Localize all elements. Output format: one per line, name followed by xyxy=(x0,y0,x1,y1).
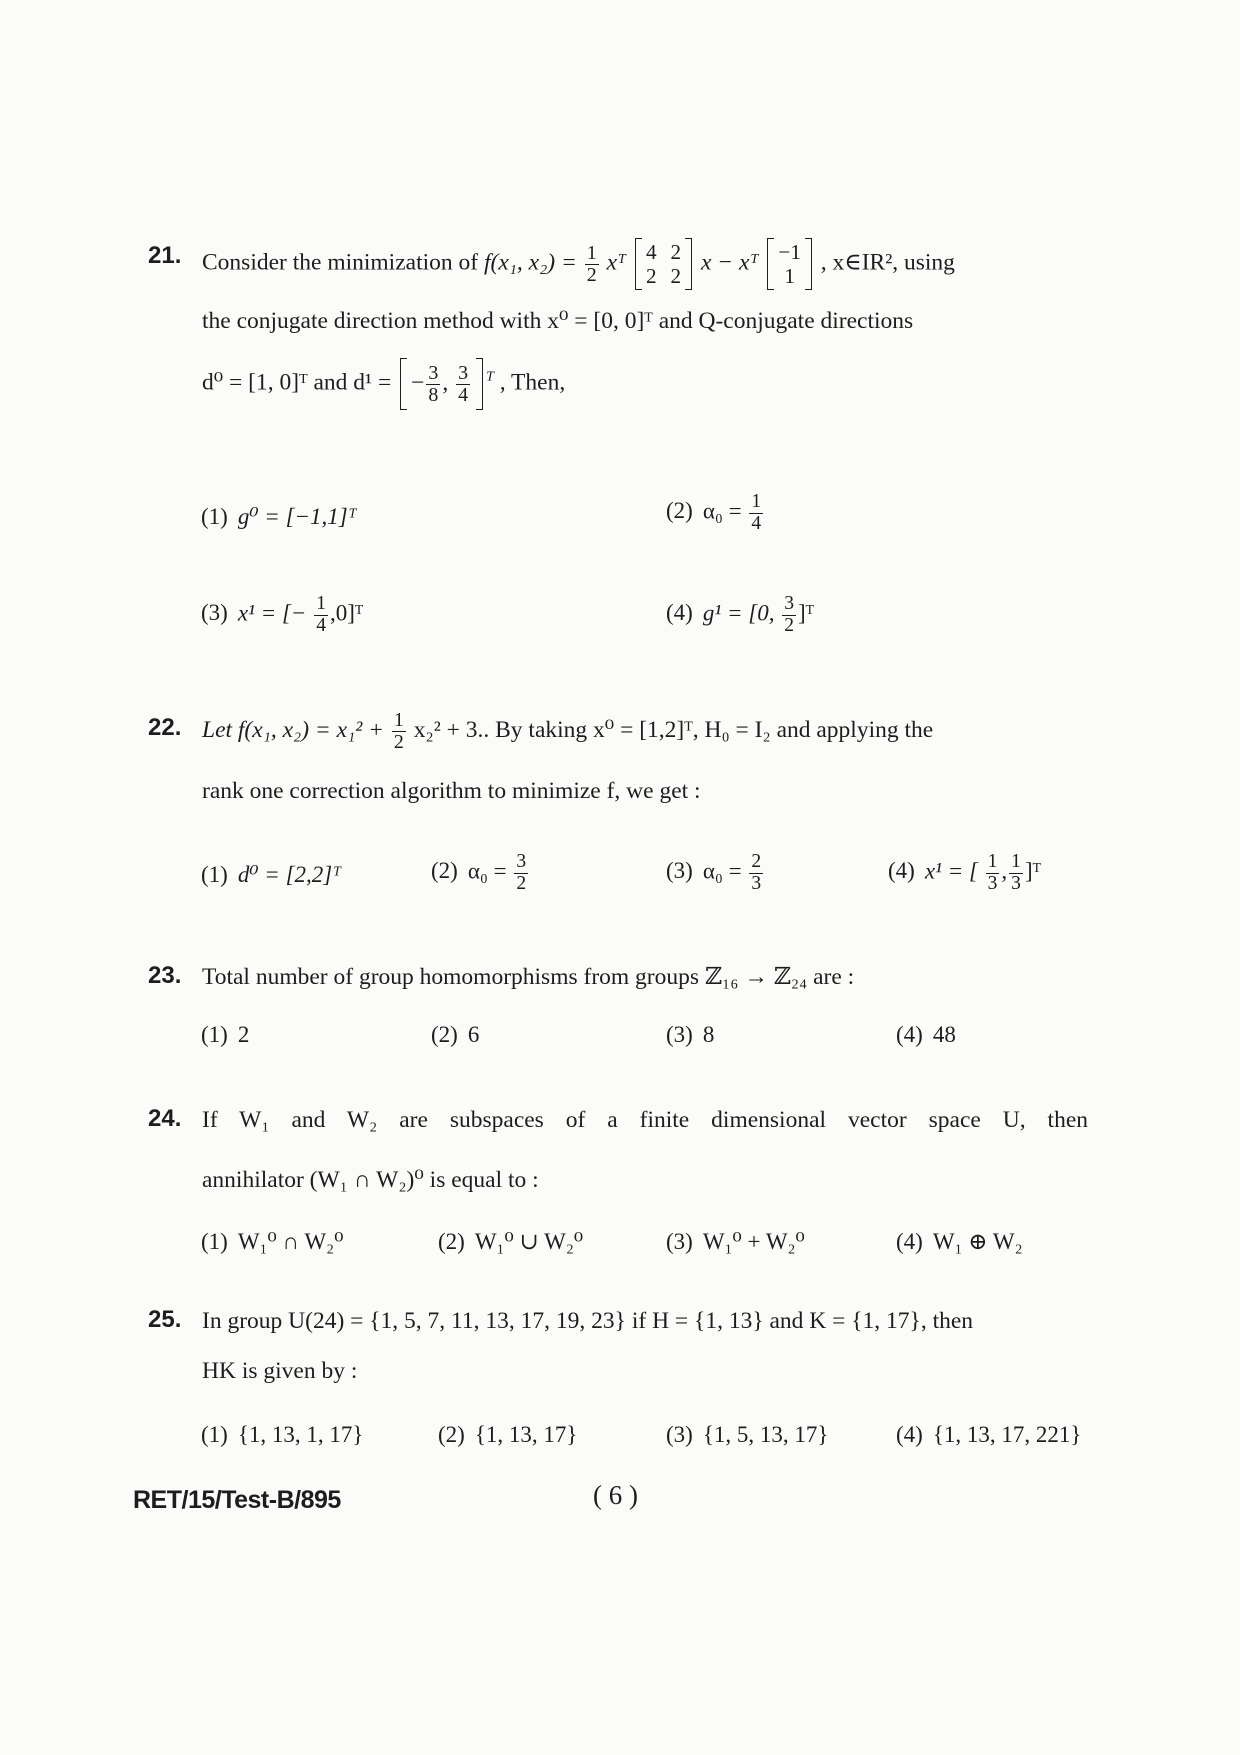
question-text-line-2: rank one correction algorithm to minimize f, we get : xyxy=(202,778,701,804)
option-4: (4) {1, 13, 17, 221} xyxy=(896,1422,1082,1447)
option-3: (3) W₁⁰ + W₂⁰ xyxy=(666,1229,805,1254)
question-number: 22. xyxy=(148,714,182,741)
question-text-line-1: Consider the minimization of f(x₁, x₂) = $\frac{1}{2}$ xᵀ 4 2 2 2 x − xᵀ −1 1 , x∈IR², using xyxy=(202,239,955,288)
question-text-line-3: d⁰ = [1, 0]ᵀ and d¹ = − $\frac{3}{8}$ , $\frac{3}{4}$ $^T$ , Then, xyxy=(202,358,1088,410)
question-text-line-2: HK is given by : xyxy=(202,1358,358,1384)
option-1: (1) {1, 13, 1, 17} xyxy=(201,1422,364,1447)
question-text-line-1: Let f(x₁, x₂) = x₁² + $\frac{1}{2}$ x₂² + 3.. By taking x⁰ = [1,2]ᵀ, H₀ = I₂ and applying the xyxy=(202,709,934,753)
question-text-line-1: If W₁ and W₂ are subspaces of a finite dimensional vector space U, then xyxy=(202,1107,1088,1133)
option-2: (2) {1, 13, 17} xyxy=(438,1422,578,1447)
option-1: (1) g⁰ = [−1,1]ᵀ xyxy=(201,504,357,529)
question-text-line-2: the conjugate direction method with x⁰ = [0, 0]ᵀ and Q-conjugate directions xyxy=(202,308,914,334)
vector-d1: − $\frac{3}{8}$ , $\frac{3}{4}$ xyxy=(400,358,483,410)
option-1: (1) W₁⁰ ∩ W₂⁰ xyxy=(201,1229,344,1254)
question-number: 25. xyxy=(148,1306,182,1333)
matrix-Q: 4 2 2 2 xyxy=(635,238,692,290)
question-text-line-1: Total number of group homomorphisms from groups ℤ₁₆ → ℤ₂₄ are : xyxy=(202,964,855,990)
option-3: (3) α₀ = $\frac{2}{3}$ xyxy=(666,851,762,894)
option-4: (4) g¹ = [0, $\frac{3}{2}$ ]ᵀ xyxy=(666,593,814,636)
question-number: 21. xyxy=(148,242,182,269)
vector-b: −1 1 xyxy=(767,238,812,290)
option-4: (4) 48 xyxy=(896,1022,956,1047)
option-1: (1) 2 xyxy=(201,1022,250,1047)
fraction: $\frac{1}{2}$ xyxy=(586,241,597,286)
option-3: (3) {1, 5, 13, 17} xyxy=(666,1422,829,1447)
question-text-line-1: In group U(24) = {1, 5, 7, 11, 13, 17, 19, 23} if H = {1, 13} and K = {1, 17}, then xyxy=(202,1308,974,1334)
option-4: (4) W₁ ⊕ W₂ xyxy=(896,1229,1023,1254)
option-3: (3) 8 xyxy=(666,1022,715,1047)
exam-code: RET/15/Test-B/895 xyxy=(133,1486,341,1514)
page-number: ( 6 ) xyxy=(593,1480,638,1510)
question-text-line-2: annihilator (W₁ ∩ W₂)⁰ is equal to : xyxy=(202,1167,539,1193)
option-4: (4) x¹ = [ $\frac{1}{3}$ , $\frac{1}{3}$ ]ᵀ xyxy=(888,851,1041,894)
option-1: (1) d⁰ = [2,2]ᵀ xyxy=(201,862,342,887)
option-3: (3) x¹ = [− $\frac{1}{4}$ ,0]ᵀ xyxy=(201,593,364,636)
option-2: (2) α₀ = $\frac{3}{2}$ xyxy=(431,851,527,894)
option-2: (2) α₀ = $\frac{1}{4}$ xyxy=(666,491,762,534)
option-2: (2) 6 xyxy=(431,1022,480,1047)
question-number: 23. xyxy=(148,962,182,989)
option-2: (2) W₁⁰ ∪ W₂⁰ xyxy=(438,1229,584,1254)
question-number: 24. xyxy=(148,1105,182,1132)
